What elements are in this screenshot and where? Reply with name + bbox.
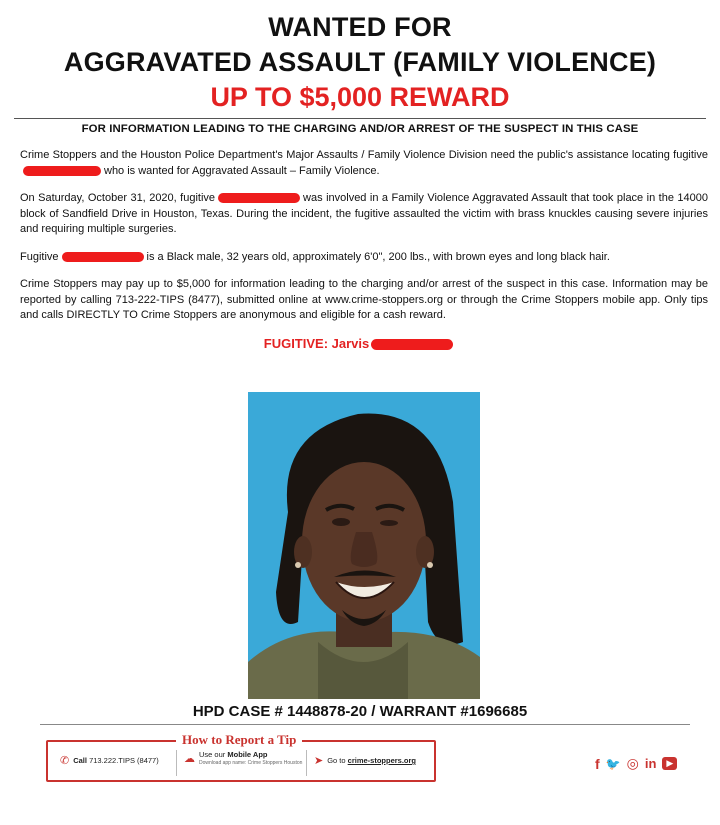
twitter-icon[interactable]: 🐦 <box>605 756 621 771</box>
phone-icon: ✆ <box>60 755 70 767</box>
divider <box>40 724 690 725</box>
reward-banner: UP TO $5,000 REWARD <box>210 82 510 112</box>
info-subheading: FOR INFORMATION LEADING TO THE CHARGING AND/OR ARREST OF THE SUSPECT IN THIS CASE <box>14 118 706 138</box>
redaction-mark <box>218 193 300 203</box>
mobile-app-link[interactable]: ☁ Use our Mobile App Download app name: Crime Stoppers Houston <box>184 750 303 766</box>
paragraph-appeal: Crime Stoppers and the Houston Police Department's Major Assaults / Family Violence Division need the public's assistance locating fugitivewho is wanted for Aggravated Assault – Family Violence. <box>20 149 708 177</box>
case-description <box>20 148 708 324</box>
paragraph-incident: On Saturday, October 31, 2020, fugitive was involved in a Family Violence Aggravated Assault that took place in the 14000 block of Sandfield Drive in Houston, Texas. During the incident, the fugitive assaulted the victim with brass knuckles causing severe injuries and requiring multiple surgeries. <box>20 192 708 235</box>
fugitive-photo <box>248 392 480 699</box>
case-number: HPD CASE # 1448878-20 / WARRANT #1696685 <box>192 703 528 720</box>
linkedin-icon[interactable]: in <box>644 756 657 771</box>
arrow-pointer-icon: ➤ <box>314 755 324 767</box>
redaction-mark <box>62 252 144 262</box>
fugitive-label: FUGITIVE: Jarvis <box>0 336 720 356</box>
report-tip-title: How to Report a Tip <box>176 732 302 748</box>
fugitive-photo-illustration <box>248 392 480 699</box>
instagram-icon[interactable]: ◎ <box>626 755 639 771</box>
youtube-icon[interactable]: ▶ <box>662 757 677 770</box>
redaction-mark <box>371 339 453 350</box>
paragraph-description: Fugitive is a Black male, 32 years old, approximately 6'0", 200 lbs., with brown eyes and long black hair. <box>20 250 610 263</box>
paragraph-reward-info: Crime Stoppers may pay up to $5,000 for information leading to the charging and/or arrest of the suspect in this case. Information may be reported by calling 713-222-TIPS (8477), submitted online at www.crime-stoppers.org or through the Crime Stoppers mobile app. Only tips and calls DIRECTLY TO Crime Stoppers are anonymous and eligible for a cash reward. <box>20 278 708 321</box>
tip-separator <box>176 750 177 776</box>
cloud-download-icon: ☁ <box>184 752 195 765</box>
website-link[interactable]: ➤ Go to crime-stoppers.org <box>314 755 417 767</box>
redaction-mark <box>23 166 101 176</box>
call-tip-line[interactable]: ✆ Call 713.222.TIPS (8477) <box>60 755 159 767</box>
social-links <box>595 755 677 772</box>
report-tip-box <box>46 732 436 782</box>
title-wanted-for: WANTED FOR <box>268 12 452 42</box>
poster-header <box>0 0 720 138</box>
title-offense: AGGRAVATED ASSAULT (FAMILY VIOLENCE) <box>63 47 657 77</box>
tip-separator <box>306 750 307 776</box>
facebook-icon[interactable]: f <box>595 755 600 772</box>
